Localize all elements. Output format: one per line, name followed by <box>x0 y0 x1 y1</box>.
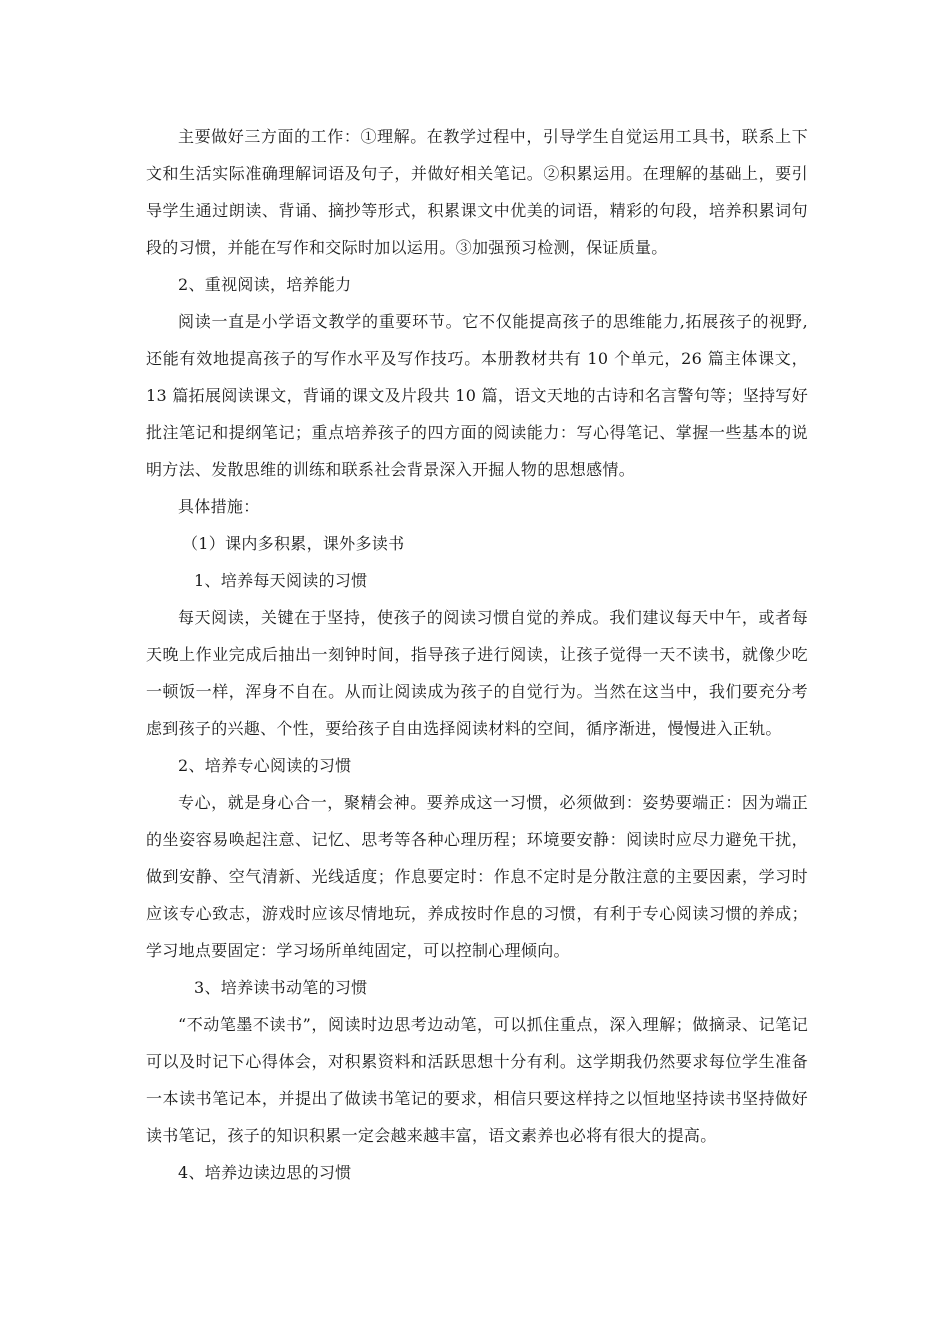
section-heading-reading: 2、重视阅读，培养能力 <box>178 275 352 294</box>
paragraph-reading-importance: 阅读一直是小学语文教学的重要环节。它不仅能提高孩子的思维能力,拓展孩子的视野,还能有效地提高孩子的写作水平及写作技巧。本册教材共有 10 个单元，26 篇主体课文，13 篇拓展阅读课文，背诵的课文及片段共 10 篇，语文天地的古诗和名言警句等；坚持写好批注笔记和提纲笔记；重点培养孩子的四方面的阅读能力：写心得笔记、掌握一些基本的说明方法、发散思维的训练和联系社会背景深入开掘人物的思想感情。 <box>146 312 808 479</box>
habit-heading-note-taking: 3、培养读书动笔的习惯 <box>194 978 368 997</box>
document-page <box>146 118 808 1191</box>
habit-heading-daily-reading: 1、培养每天阅读的习惯 <box>194 571 368 590</box>
paragraph-note-taking: “不动笔墨不读书”，阅读时边思考边动笔，可以抓住重点，深入理解；做摘录、记笔记可以及时记下心得体会，对积累资料和活跃思想十分有利。这学期我仍然要求每位学生准备一本读书笔记本，并提出了做读书笔记的要求，相信只要这样持之以恒地坚持读书坚持做好读书笔记，孩子的知识积累一定会越来越丰富，语文素养也必将有很大的提高。 <box>146 1015 808 1145</box>
paragraph-work-aspects: 主要做好三方面的工作：①理解。在教学过程中，引导学生自觉运用工具书，联系上下文和生活实际准确理解词语及句子，并做好相关笔记。②积累运用。在理解的基础上，要引导学生通过朗读、背诵、摘抄等形式，积累课文中优美的词语，精彩的句段，培养积累词句段的习惯，并能在写作和交际时加以运用。③加强预习检测，保证质量。 <box>146 127 808 257</box>
paragraph-daily-reading: 每天阅读，关键在于坚持，使孩子的阅读习惯自觉的养成。我们建议每天中午，或者每天晚上作业完成后抽出一刻钟时间，指导孩子进行阅读，让孩子觉得一天不读书，就像少吃一顿饭一样，浑身不自在。从而让阅读成为孩子的自觉行为。当然在这当中，我们要充分考虑到孩子的兴趣、个性，要给孩子自由选择阅读材料的空间，循序渐进，慢慢进入正轨。 <box>146 608 808 738</box>
habit-heading-focused-reading: 2、培养专心阅读的习惯 <box>178 756 352 775</box>
paragraph-focused-reading: 专心，就是身心合一，聚精会神。要养成这一习惯，必须做到：姿势要端正：因为端正的坐姿容易唤起注意、记忆、思考等各种心理历程；环境要安静：阅读时应尽力避免干扰，做到安静、空气清新、光线适度；作息要定时：作息不定时是分散注意的主要因素，学习时应该专心致志，游戏时应该尽情地玩，养成按时作息的习惯，有利于专心阅读习惯的养成；学习地点要固定：学习场所单纯固定，可以控制心理倾向。 <box>146 793 808 960</box>
measure-heading-1: （1）课内多积累，课外多读书 <box>182 534 405 553</box>
habit-heading-reflective-reading: 4、培养边读边思的习惯 <box>178 1163 352 1182</box>
measures-heading: 具体措施： <box>178 497 260 516</box>
